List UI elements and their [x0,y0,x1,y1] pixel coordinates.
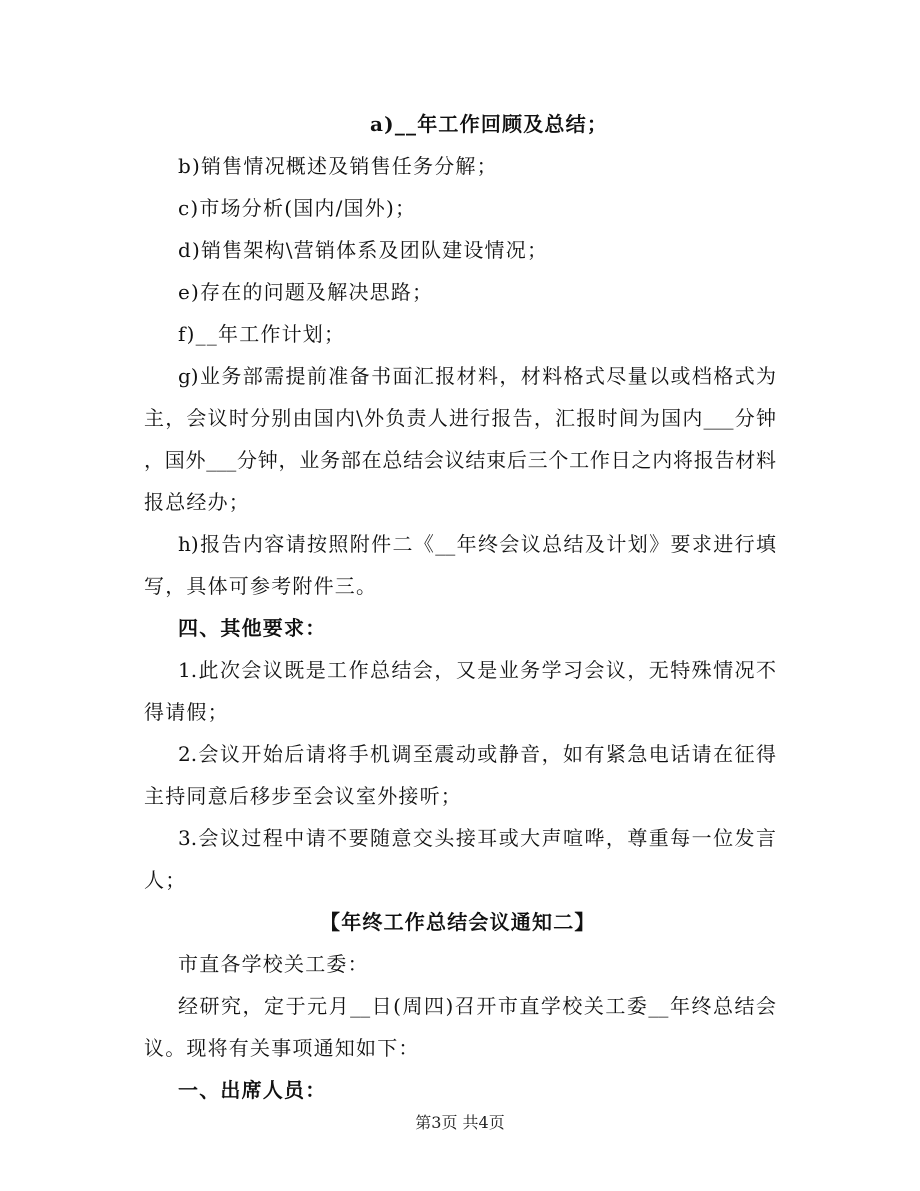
requirement-3-line-2: 人； [144,868,187,892]
requirement-1-line-1: 1.此次会议既是工作总结会，又是业务学习会议，无特殊情况不 [178,658,776,682]
list-item-h-line-2: 写，具体可参考附件三。 [144,574,378,598]
list-item-g-line-2: 主，会议时分别由国内\外负责人进行报告，汇报时间为国内___分钟 [144,406,776,430]
page-number: 第3页 共4页 [415,1113,505,1132]
section-heading-attendees: 一、出席人员： [178,1078,327,1102]
paragraph-1-line-1: 经研究，定于元月__日(周四)召开市直学校关工委__年终总结会 [178,994,776,1018]
salutation: 市直各学校关工委： [178,952,369,976]
list-item-c: c)市场分析(国内/国外)； [178,196,417,220]
notice-title: 【年终工作总结会议通知二】 [320,910,596,934]
list-item-d: d)销售架构\营销体系及团队建设情况； [178,238,549,262]
list-item-b: b)销售情况概述及销售任务分解； [178,154,498,178]
requirement-2-line-2: 主持同意后移步至会议室外接听； [144,784,462,808]
list-item-g-line-1: g)业务部需提前准备书面汇报材料，材料格式尽量以或档格式为 [178,364,776,388]
requirement-1-line-2: 得请假； [144,700,229,724]
list-item-f: f)__年工作计划； [178,322,346,346]
requirement-2-line-1: 2.会议开始后请将手机调至震动或静音，如有紧急电话请在征得 [178,742,776,766]
requirement-3-line-1: 3.会议过程中请不要随意交头接耳或大声喧哗，尊重每一位发言 [178,826,776,850]
list-item-g-line-3: ，国外___分钟，业务部在总结会议结束后三个工作日之内将报告材料 [144,448,776,472]
section-heading-other-requirements: 四、其他要求： [178,616,327,640]
paragraph-1-line-2: 议。现将有关事项通知如下： [144,1036,420,1060]
list-item-a: a)__年工作回顾及总结； [370,112,609,136]
list-item-g-line-4: 报总经办； [144,490,250,514]
list-item-h-line-1: h)报告内容请按照附件二《__年终会议总结及计划》要求进行填 [178,532,776,556]
list-item-e: e)存在的问题及解决思路； [178,280,434,304]
